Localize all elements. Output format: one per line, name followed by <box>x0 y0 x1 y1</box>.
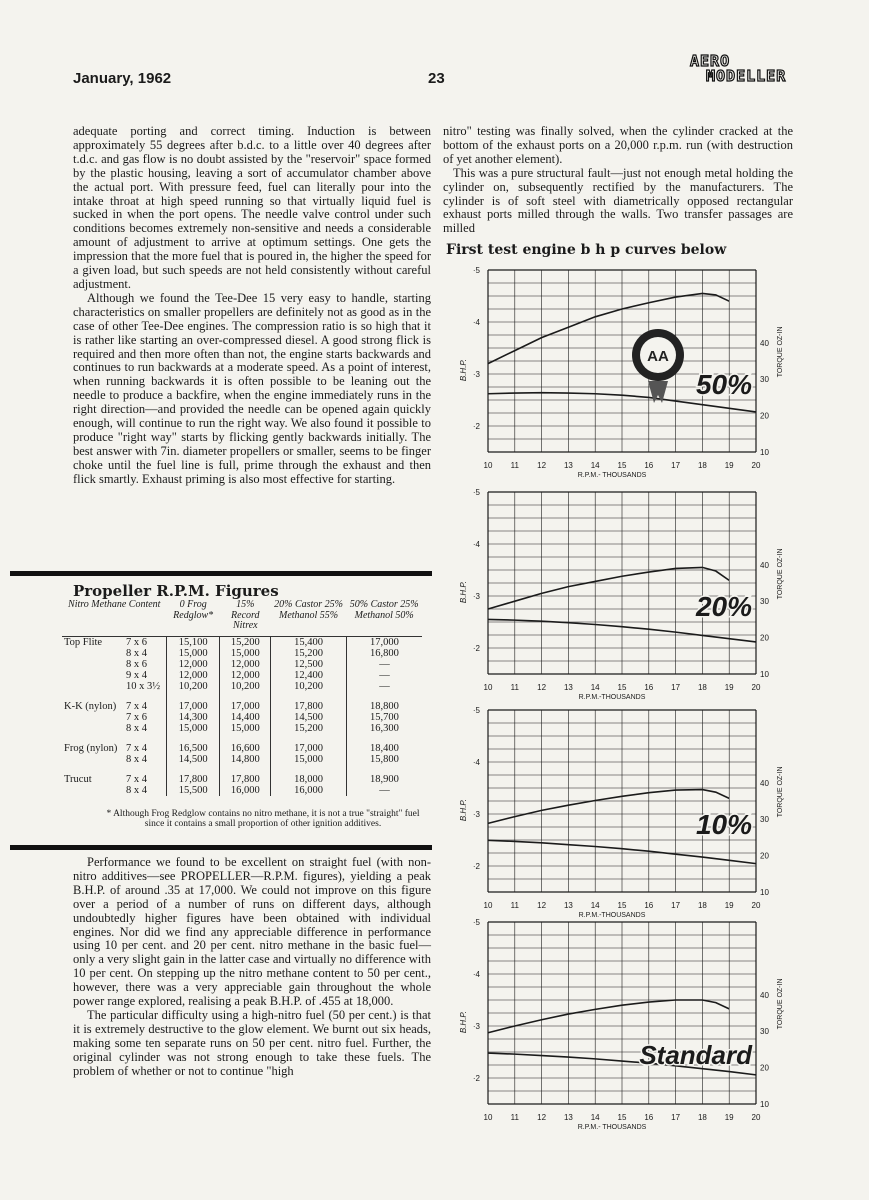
x-tick-label: 16 <box>644 461 654 470</box>
x-tick-label: 15 <box>617 901 627 910</box>
rpm-cell: 15,800 <box>346 754 422 765</box>
x-tick-label: 10 <box>483 901 493 910</box>
paragraph: Although we found the Tee-Dee 15 very easy to handle, starting characteristics on smaller propellers are definitely not as good as in the case of other Tee-Dee engines. The compression ratio is so high that it is rather like starting an over-compressed diesel. A good strong flick is required and then more often than not, the engine starts backwards and continues to run backwards at a moderate speed. As a point of interest, when running backwards it is often possible to be leaning out the needle to produce a backfire, when the engine immediately runs in the right direction—and provided the needle can be opened again quickly enough, will continue to run the right way. We also found it possible to produce "right way" starts by flicking gently backwards initially. The best answer with 7in. diameter propellers or smaller, seems to be finger choke until the fuel line is full, prime through the exhaust and then flick smartly. Exhaust priming is also most effective for starting. <box>73 290 431 486</box>
x-tick-label: 20 <box>751 901 761 910</box>
x-tick-label: 18 <box>697 901 707 910</box>
torque-tick-label: 20 <box>760 411 769 421</box>
rpm-cell: 17,800 <box>220 765 271 785</box>
x-tick-label: 12 <box>537 1113 547 1122</box>
table-header: 0 Frog Redglow* <box>167 598 220 636</box>
rpm-cell: 10,200 <box>167 681 220 692</box>
y-tick-label: ·3 <box>472 1022 480 1031</box>
rpm-cell: 14,500 <box>271 712 347 723</box>
table-row <box>62 785 422 796</box>
table-row <box>62 648 422 659</box>
rpm-cell: 17,800 <box>167 765 220 785</box>
engine-name: Frog (nylon) <box>64 742 118 754</box>
rpm-cell: 15,400 <box>271 636 347 648</box>
y-tick-label: ·5 <box>472 266 480 275</box>
fuel-label: Standard <box>639 1039 752 1070</box>
table-header: 50% Castor 25% Methanol 50% <box>346 598 422 636</box>
x-tick-label: 12 <box>537 901 547 910</box>
table-header: 15% Record Nitrex <box>220 598 271 636</box>
x-tick-label: 11 <box>510 683 519 692</box>
rpm-cell: — <box>346 659 422 670</box>
torque-tick-label: 30 <box>760 597 769 607</box>
rpm-cell: 16,600 <box>220 734 271 754</box>
propeller-rpm-table <box>62 598 422 796</box>
prop-size: 10 x 3½ <box>126 680 161 692</box>
rpm-cell: 12,000 <box>167 659 220 670</box>
x-tick-label: 17 <box>671 683 681 692</box>
bhp-curve <box>488 790 729 824</box>
left-column-lower <box>73 856 431 1079</box>
prop-size: 8 x 4 <box>126 722 147 734</box>
torque-tick-label: 30 <box>760 375 769 385</box>
rpm-cell: 12,500 <box>271 659 347 670</box>
table-row <box>62 692 422 712</box>
rpm-cell: 10,200 <box>220 681 271 692</box>
engine-name <box>62 712 124 723</box>
y2-axis-label: TORQUE OZ-IN <box>777 766 784 818</box>
table-bottom-rule <box>10 845 432 850</box>
y-axis-label: B.H.P. <box>459 581 468 604</box>
torque-tick-label: 30 <box>760 1027 769 1037</box>
x-tick-label: 20 <box>751 683 761 692</box>
x-tick-label: 16 <box>644 901 654 910</box>
y-tick-label: ·3 <box>472 810 480 819</box>
logo-line-1: AERO <box>690 52 731 70</box>
rpm-cell: — <box>346 785 422 796</box>
torque-tick-label: 10 <box>760 1100 769 1109</box>
rpm-cell: 12,400 <box>271 670 347 681</box>
bhp-curve <box>488 293 729 363</box>
x-tick-label: 13 <box>563 1113 573 1122</box>
rpm-cell: 15,200 <box>220 636 271 648</box>
y-tick-label: ·4 <box>472 758 480 767</box>
rpm-cell: 15,100 <box>167 636 220 648</box>
y2-axis-label: TORQUE OZ-IN <box>777 326 784 378</box>
rpm-cell: 10,200 <box>271 681 347 692</box>
x-tick-label: 17 <box>671 901 681 910</box>
torque-tick-label: 20 <box>760 851 769 861</box>
y-axis-label: B.H.P. <box>459 359 468 382</box>
x-tick-label: 18 <box>697 1113 707 1122</box>
rpm-cell: 16,500 <box>167 734 220 754</box>
x-tick-label: 12 <box>537 461 547 470</box>
rpm-cell: 12,000 <box>167 670 220 681</box>
y-axis-label: B.H.P. <box>459 1011 468 1034</box>
x-tick-label: 12 <box>537 683 547 692</box>
rpm-cell: 12,000 <box>220 670 271 681</box>
engine-name <box>62 648 124 659</box>
aeromodeller-seal-icon <box>632 329 684 403</box>
charts-caption: First test engine b h p curves below <box>446 242 727 258</box>
torque-tick-label: 40 <box>760 778 769 788</box>
x-tick-label: 11 <box>510 1113 519 1122</box>
x-tick-label: 10 <box>483 1113 493 1122</box>
prop-size: 9 x 4 <box>126 669 147 681</box>
rpm-cell: 18,800 <box>346 692 422 712</box>
chart-panel <box>459 488 784 701</box>
engine-name <box>62 670 124 681</box>
logo-line-2: MODELLER <box>706 67 787 85</box>
table-row <box>62 659 422 670</box>
left-column-upper <box>73 125 431 487</box>
x-axis-label: R.P.M.- THOUSANDS <box>577 1124 647 1131</box>
y-tick-label: ·4 <box>472 318 480 327</box>
y-tick-label: ·2 <box>472 1074 480 1083</box>
table-row <box>62 723 422 734</box>
rpm-cell: 14,500 <box>167 754 220 765</box>
x-tick-label: 11 <box>510 461 519 470</box>
table-row <box>62 712 422 723</box>
y-tick-label: ·4 <box>472 540 480 549</box>
x-tick-label: 13 <box>563 901 573 910</box>
y-tick-label: ·2 <box>472 862 480 871</box>
y2-axis-label: TORQUE OZ-IN <box>777 978 784 1030</box>
x-tick-label: 14 <box>590 683 600 692</box>
seal-monogram: AA <box>647 348 669 365</box>
rpm-cell: 17,800 <box>271 692 347 712</box>
chart-panel <box>459 918 784 1131</box>
right-column-text <box>443 125 793 236</box>
x-axis-label: R.P.M.-THOUSANDS <box>578 694 646 701</box>
x-tick-label: 14 <box>590 461 600 470</box>
prop-size: 7 x 6 <box>126 636 147 648</box>
rpm-cell: 15,000 <box>220 723 271 734</box>
y-tick-label: ·3 <box>472 370 480 379</box>
rpm-cell: 18,900 <box>346 765 422 785</box>
rpm-cell: 14,800 <box>220 754 271 765</box>
engine-name <box>62 754 124 765</box>
y-tick-label: ·5 <box>472 918 480 927</box>
y-axis-label: B.H.P. <box>459 799 468 822</box>
x-tick-label: 15 <box>617 461 627 470</box>
engine-name <box>62 785 124 796</box>
y2-axis-label: TORQUE OZ-IN <box>777 548 784 600</box>
paragraph: adequate porting and correct timing. Induction is between approximately 55 degrees after b.d.c. to a little over 40 degrees after t.d.c. and gas flow is no doubt assisted by the "reservoir" space formed by the plastic housing, leaving a sort of accumulator chamber above the actual port. With pressure feed, fuel can literally pour into the intake throat at high speed running so that virtually liquid fuel is sucked in when the port opens. The needle valve control under such conditions becomes extremely non-sensitive and needs a considerable amount of adjustment to arrive at optimum settings. One gets the impression that the more fuel that is poured in, the higher the speed for a given load, but such speeds are not held consistently without careful adjustment. <box>73 124 431 291</box>
prop-size: 7 x 6 <box>126 711 147 723</box>
y-tick-label: ·2 <box>472 644 480 653</box>
x-axis-label: R.P.M.-THOUSANDS <box>578 912 646 919</box>
table-row <box>62 636 422 648</box>
fuel-label: 50% <box>695 368 752 400</box>
magazine-logo <box>690 54 792 84</box>
chart-panel <box>459 706 784 919</box>
rpm-cell: 17,000 <box>271 734 347 754</box>
engine-name <box>62 659 124 670</box>
rpm-cell: 15,500 <box>167 785 220 796</box>
rpm-cell: 15,200 <box>271 648 347 659</box>
rpm-cell: — <box>346 681 422 692</box>
table-top-rule <box>10 571 432 576</box>
y-tick-label: ·5 <box>472 488 480 497</box>
x-tick-label: 11 <box>510 901 519 910</box>
rpm-cell: 16,800 <box>346 648 422 659</box>
y-tick-label: ·5 <box>472 706 480 715</box>
engine-name: K-K (nylon) <box>64 700 117 712</box>
rpm-cell: 18,400 <box>346 734 422 754</box>
table-body <box>62 636 422 796</box>
rpm-cell: 15,000 <box>220 648 271 659</box>
prop-size: 7 x 4 <box>126 773 147 785</box>
bhp-curve <box>488 1000 729 1033</box>
torque-tick-label: 10 <box>760 888 769 897</box>
paragraph: The particular difficulty using a high-nitro fuel (50 per cent.) is that it is extremely destructive to the glow element. We burnt out six heads, making some ten separate runs on 50 per cent. nitro fuel. Further, the original cylinder was not strong enough to take these fuels. The problem of whether or not to continue "high <box>73 1007 431 1078</box>
x-tick-label: 18 <box>697 461 707 470</box>
fuel-label: 20% <box>695 590 752 622</box>
torque-tick-label: 40 <box>760 560 769 570</box>
rpm-cell: — <box>346 670 422 681</box>
torque-tick-label: 40 <box>760 338 769 348</box>
rpm-cell: 16,300 <box>346 723 422 734</box>
paragraph: Performance we found to be excellent on straight fuel (with non-nitro additives—see PROPELLER—R.P.M. figures), yielding a peak B.H.P. of around .35 at 17,000. We could not improve on this figure over a period of a number of runs on different days, although undoubtedly higher figures have been obtained with individual engines. Nor did we find any appreciable difference in performance using 10 per cent. and 20 per cent. nitro methane in the basic fuel—only a very slight gain in the latter case and virtually no difference with 10 per cent. On stepping up the nitro methane content to 50 per cent., however, there was a very appreciable gain throughout the whole power range explored, realising a peak B.H.P. of .455 at 18,000. <box>73 855 431 1009</box>
engine-name <box>62 681 124 692</box>
table-row <box>62 670 422 681</box>
torque-tick-label: 10 <box>760 670 769 679</box>
prop-size: 7 x 4 <box>126 700 147 712</box>
y-tick-label: ·3 <box>472 592 480 601</box>
table-footnote: * Although Frog Redglow contains no nitro methane, it is not a true "straight" fuel since it contains a small proportion of other ignition additives. <box>106 809 420 829</box>
table-header: Nitro Methane Content <box>62 598 167 636</box>
page-number: 23 <box>428 70 445 87</box>
x-tick-label: 20 <box>751 1113 761 1122</box>
torque-tick-label: 10 <box>760 448 769 457</box>
table-row <box>62 681 422 692</box>
x-tick-label: 14 <box>590 901 600 910</box>
x-tick-label: 10 <box>483 461 493 470</box>
torque-tick-label: 30 <box>760 815 769 825</box>
prop-size: 8 x 4 <box>126 784 147 796</box>
rpm-cell: 16,000 <box>220 785 271 796</box>
prop-size: 8 x 6 <box>126 658 147 670</box>
chart-panel <box>459 266 784 479</box>
x-tick-label: 15 <box>617 1113 627 1122</box>
x-tick-label: 13 <box>563 683 573 692</box>
rpm-cell: 14,300 <box>167 712 220 723</box>
rpm-cell: 12,000 <box>220 659 271 670</box>
bhp-curve <box>488 567 729 609</box>
rpm-cell: 15,200 <box>271 723 347 734</box>
prop-size: 8 x 4 <box>126 753 147 765</box>
paragraph: This was a pure structural fault—just not enough metal holding the cylinder on, subsequently rectified by the manufacturers. The cylinder is of soft steel with diametrically opposed rectangular exhaust ports milled through the walls. Two transfer passages are milled <box>443 165 793 236</box>
torque-tick-label: 20 <box>760 1063 769 1073</box>
table-row <box>62 754 422 765</box>
rpm-cell: 15,000 <box>167 648 220 659</box>
rpm-cell: 15,000 <box>167 723 220 734</box>
paragraph: nitro" testing was finally solved, when the cylinder cracked at the bottom of the exhaust ports on a 20,000 r.p.m. run (with destruction of yet another element). <box>443 124 793 166</box>
x-tick-label: 19 <box>724 461 734 470</box>
rpm-cell: 17,000 <box>167 692 220 712</box>
table-row <box>62 734 422 754</box>
x-tick-label: 10 <box>483 683 493 692</box>
table-row <box>62 765 422 785</box>
rpm-cell: 16,000 <box>271 785 347 796</box>
x-tick-label: 20 <box>751 461 761 470</box>
x-tick-label: 16 <box>644 683 654 692</box>
x-tick-label: 17 <box>671 1113 681 1122</box>
x-tick-label: 19 <box>724 901 734 910</box>
rpm-cell: 14,400 <box>220 712 271 723</box>
y-tick-label: ·2 <box>472 422 480 431</box>
x-tick-label: 15 <box>617 683 627 692</box>
rpm-cell: 15,700 <box>346 712 422 723</box>
bhp-torque-charts <box>440 260 790 1140</box>
issue-date: January, 1962 <box>73 70 172 87</box>
x-tick-label: 17 <box>671 461 681 470</box>
torque-tick-label: 40 <box>760 990 769 1000</box>
fuel-label: 10% <box>695 808 752 840</box>
x-axis-label: R.P.M.- THOUSANDS <box>577 472 647 479</box>
rpm-cell: 17,000 <box>220 692 271 712</box>
engine-name: Trucut <box>64 773 92 785</box>
engine-name <box>62 723 124 734</box>
table-title: Propeller R.P.M. Figures <box>73 582 279 600</box>
x-tick-label: 13 <box>563 461 573 470</box>
x-tick-label: 16 <box>644 1113 654 1122</box>
x-tick-label: 14 <box>590 1113 600 1122</box>
x-tick-label: 19 <box>724 1113 734 1122</box>
engine-name: Top Flite <box>64 636 103 648</box>
x-tick-label: 19 <box>724 683 734 692</box>
prop-size: 8 x 4 <box>126 647 147 659</box>
rpm-cell: 15,000 <box>271 754 347 765</box>
x-tick-label: 18 <box>697 683 707 692</box>
y-tick-label: ·4 <box>472 970 480 979</box>
rpm-cell: 17,000 <box>346 636 422 648</box>
table-header: 20% Castor 25% Methanol 55% <box>271 598 347 636</box>
rpm-cell: 18,000 <box>271 765 347 785</box>
torque-tick-label: 20 <box>760 633 769 643</box>
prop-size: 7 x 4 <box>126 742 147 754</box>
